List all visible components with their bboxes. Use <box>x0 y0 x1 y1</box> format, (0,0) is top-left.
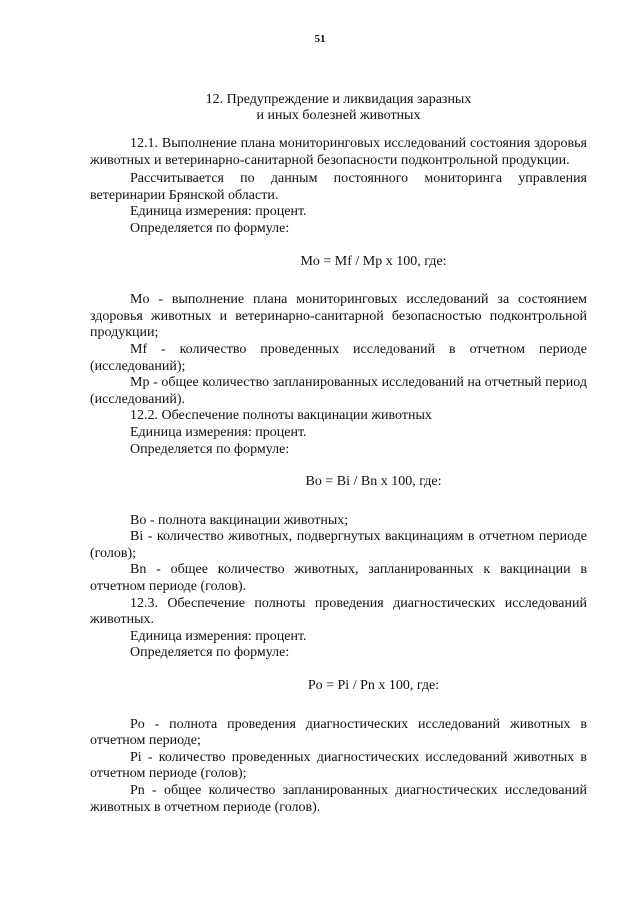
paragraph-source: Рассчитывается по данным постоянного мониторинга управления ветеринарии Брянской области. <box>90 171 587 203</box>
definition-bi: Bi - количество животных, подвергнутых вакцинациям в отчетном периоде (голов); <box>90 529 587 561</box>
paragraph-formula-intro: Определяется по формуле: <box>130 220 290 236</box>
paragraph-12-1: 12.1. Выполнение плана мониторинговых исследований состояния здоровья животных и ветеринарно-санитарной безопасности подконтрольной продукции. <box>90 136 587 168</box>
document-body <box>90 92 587 816</box>
paragraph-unit-3: Единица измерения: процент. <box>130 628 307 644</box>
definition-pn: Pn - общее количество запланированных диагностических исследований животных в отчетном периоде (голов). <box>90 783 587 815</box>
section-heading-line-1: 12. Предупреждение и ликвидация заразных <box>205 92 472 107</box>
definition-mf: Mf - количество проведенных исследований в отчетном периоде (исследований); <box>90 341 587 374</box>
definition-bo: Bo - полнота вакцинации животных; <box>130 512 349 528</box>
paragraph-unit-2: Единица измерения: процент. <box>130 424 307 440</box>
definition-mp: Mp - общее количество запланированных исследований на отчетный период (исследований). <box>90 375 587 407</box>
definition-mo: Mo - выполнение плана мониторинговых исследований за состоянием здоровья животных и ветеринарно-санитарной безопасностью подконтрольной продукции; <box>90 292 587 341</box>
formula-bo: Bo = Bi / Bn x 100, где: <box>305 474 442 490</box>
definition-pi: Pi - количество проведенных диагностических исследований животных в отчетном периоде (голов); <box>90 749 587 782</box>
paragraph-12-3: 12.3. Обеспечение полноты проведения диагностических исследований животных. <box>90 595 587 628</box>
page-number: 51 <box>314 33 326 45</box>
formula-mo: Mo = Mf / Mp x 100, где: <box>300 253 447 269</box>
formula-po: Po = Pi / Pn x 100, где: <box>307 678 440 694</box>
paragraph-unit: Единица измерения: процент. <box>130 204 307 220</box>
section-heading <box>90 92 587 124</box>
definition-po: Po - полнота проведения диагностических исследований животных в отчетном периоде; <box>90 716 587 749</box>
section-heading-line-2: и иных болезней животных <box>256 108 421 123</box>
paragraph-12-2: 12.2. Обеспечение полноты вакцинации животных <box>130 408 432 424</box>
paragraph-formula-intro-2: Определяется по формуле: <box>130 441 290 457</box>
definition-bn: Bn - общее количество животных, запланированных к вакцинации в отчетном периоде (голов). <box>90 562 587 595</box>
paragraph-formula-intro-3: Определяется по формуле: <box>130 645 290 661</box>
